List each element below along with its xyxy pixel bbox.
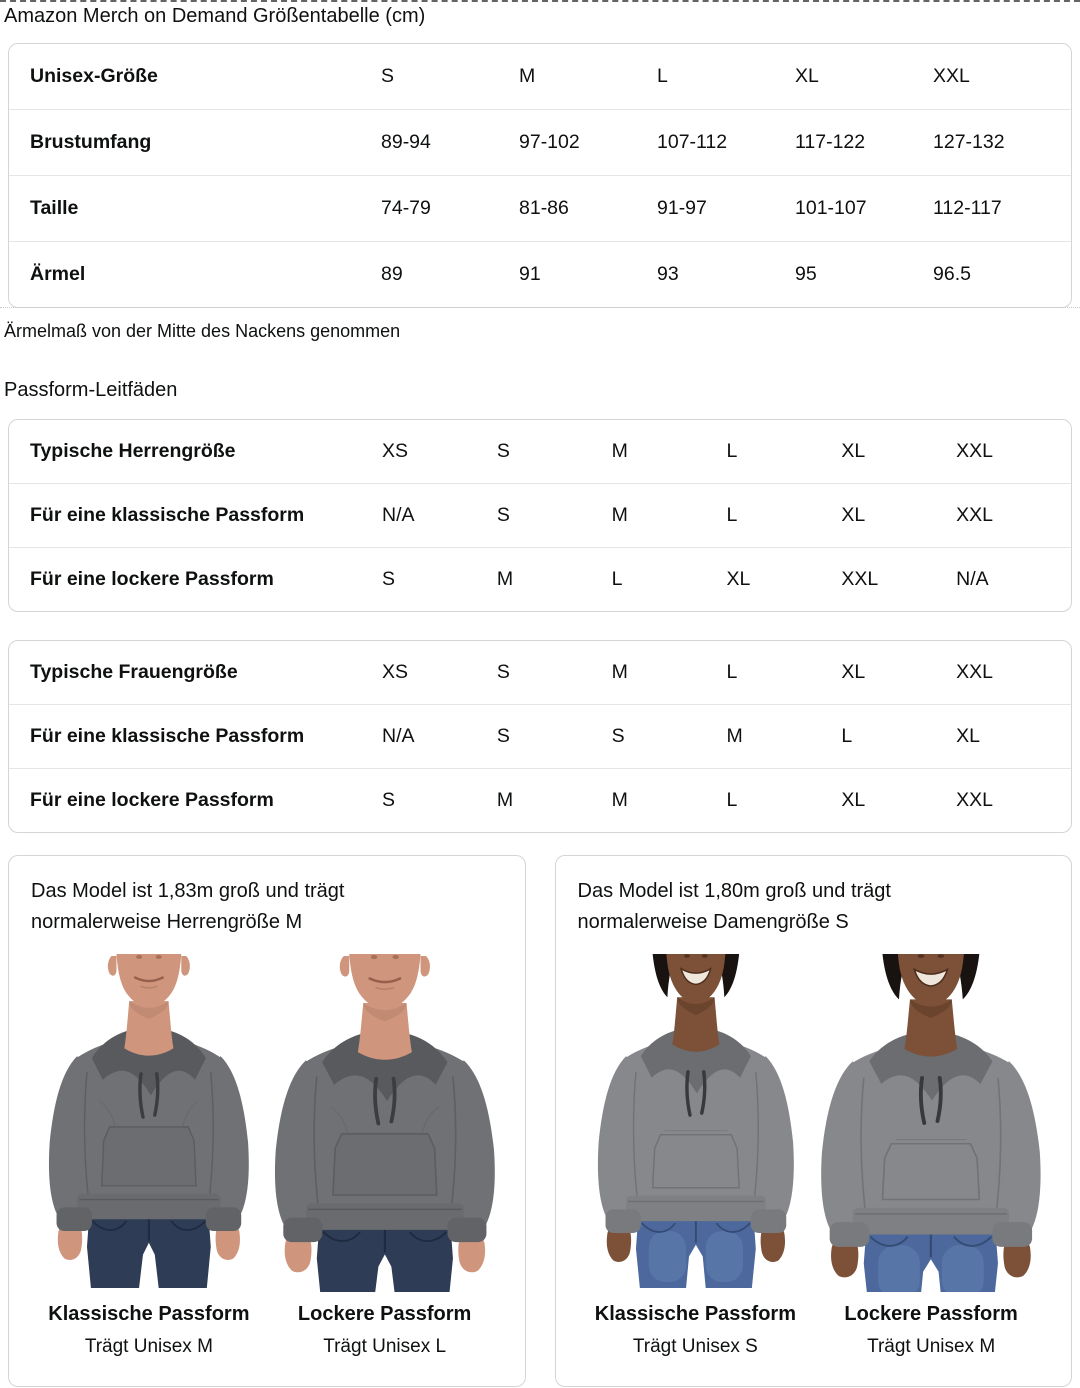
col-header-xl: XL [795,65,819,87]
model-intro [578,876,1050,938]
cell: 91 [519,263,541,285]
model-photo-male-loose [267,954,503,1292]
mens-fit-table [8,419,1072,612]
col-header-xxl: XXL [933,65,970,87]
cell: S [382,568,396,590]
cell: 89-94 [381,131,431,153]
wears-label: Trägt Unisex M [867,1336,996,1357]
intro-line-2: normalerweise Herrengröße M [31,911,303,933]
cell: N/A [382,504,415,526]
model-photo-female-classic [578,954,814,1292]
cell: S [496,725,510,747]
row-label: Für eine lockere Passform [30,789,274,811]
cell: L [726,440,738,462]
cell: M [611,661,628,683]
table-row-aermel [9,241,1071,307]
cell: L [726,789,738,811]
sleeve-measure-footnote: Ärmelmaß von der Mitte des Nackens genommen [4,321,401,341]
cell: 96.5 [933,263,971,285]
caption-loose-fit [813,1302,1049,1358]
table-row-klassische-passform [9,483,1071,547]
row-label: Für eine klassische Passform [30,725,305,747]
cell: M [611,789,628,811]
cell: L [841,725,853,747]
cell: S [496,440,510,462]
cell: M [611,504,628,526]
intro-line-1: Das Model ist 1,80m groß und trägt [577,880,891,902]
model-photos [31,954,503,1292]
table-header-row [9,641,1071,704]
intro-line-2: normalerweise Damengröße S [577,911,849,933]
cell: 81-86 [519,197,569,219]
cell: M [496,789,514,811]
cell: XL [956,725,981,747]
womens-fit-table [8,640,1072,833]
row-label: Für eine lockere Passform [30,568,274,590]
cell: 97-102 [519,131,580,153]
cell: N/A [956,568,989,590]
cell: M [611,440,628,462]
fit-guides-heading: Passform-Leitfäden [4,379,178,401]
fit-label: Lockere Passform [844,1303,1018,1325]
cell: N/A [382,725,415,747]
cell: XXL [956,440,994,462]
caption-classic-fit [578,1302,814,1358]
cell: 117-122 [795,131,866,153]
wears-label: Trägt Unisex S [632,1336,758,1357]
cell: XXL [841,568,879,590]
caption-classic-fit [31,1302,267,1358]
fit-label: Klassische Passform [594,1303,796,1325]
cell: 95 [795,263,817,285]
cell: XL [841,789,866,811]
womens-model-card [555,855,1073,1387]
table-row-brustumfang [9,109,1071,175]
cell: 74-79 [381,197,431,219]
intro-line-1: Das Model ist 1,83m groß und trägt [31,880,345,902]
model-cards-row [8,855,1072,1387]
model-intro [31,876,503,938]
table-row-klassische-passform [9,704,1071,768]
model-photo-male-classic [31,954,267,1292]
table-row-taille [9,175,1071,241]
photo-captions [31,1302,503,1358]
cell: 101-107 [795,197,867,219]
cell: XXL [956,504,994,526]
mens-model-card [8,855,526,1387]
col-header-l: L [657,65,668,87]
cell: XS [382,440,409,462]
divider-dotted-line [0,307,1080,308]
table-row-lockere-passform [9,768,1071,832]
wears-label: Trägt Unisex L [323,1336,447,1357]
cell: L [611,568,623,590]
cell: S [496,504,510,526]
cell: M [496,568,514,590]
cell: XL [841,440,866,462]
cell: 127-132 [933,131,1005,153]
table-row-lockere-passform [9,547,1071,611]
cell: XS [382,661,409,683]
model-photo-female-loose [813,954,1049,1292]
cell: 89 [381,263,403,285]
crop-artifact-dashed-line [0,0,1080,2]
cell: XL [841,504,866,526]
row-label-unisex-groesse: Unisex-Größe [30,65,158,87]
cell: 93 [657,263,679,285]
row-label-frauengroesse: Typische Frauengröße [30,661,238,683]
cell: XL [841,661,866,683]
cell: L [726,661,738,683]
table-header-row [9,44,1071,109]
model-photos [578,954,1050,1292]
col-header-s: S [381,65,395,87]
cell: XXL [956,661,994,683]
row-label: Brustumfang [30,131,152,153]
cell: XL [726,568,751,590]
row-label: Für eine klassische Passform [30,504,305,526]
row-label: Taille [30,197,79,219]
caption-loose-fit [267,1302,503,1358]
row-label-herrengroesse: Typische Herrengröße [30,440,236,462]
unisex-size-table [8,43,1072,308]
col-header-m: M [519,65,536,87]
fit-label: Klassische Passform [48,1303,250,1325]
cell: XXL [956,789,994,811]
cell: S [611,725,625,747]
row-label: Ärmel [30,263,86,285]
cell: 91-97 [657,197,707,219]
cell: S [496,661,510,683]
cell: 107-112 [657,131,728,153]
photo-captions [578,1302,1050,1358]
cell: S [382,789,396,811]
fit-label: Lockere Passform [297,1303,472,1325]
table-header-row [9,420,1071,483]
page-title: Amazon Merch on Demand Größentabelle (cm) [4,5,426,27]
cell: L [726,504,738,526]
cell: 112-117 [933,197,1002,219]
cell: M [726,725,743,747]
wears-label: Trägt Unisex M [84,1336,213,1357]
